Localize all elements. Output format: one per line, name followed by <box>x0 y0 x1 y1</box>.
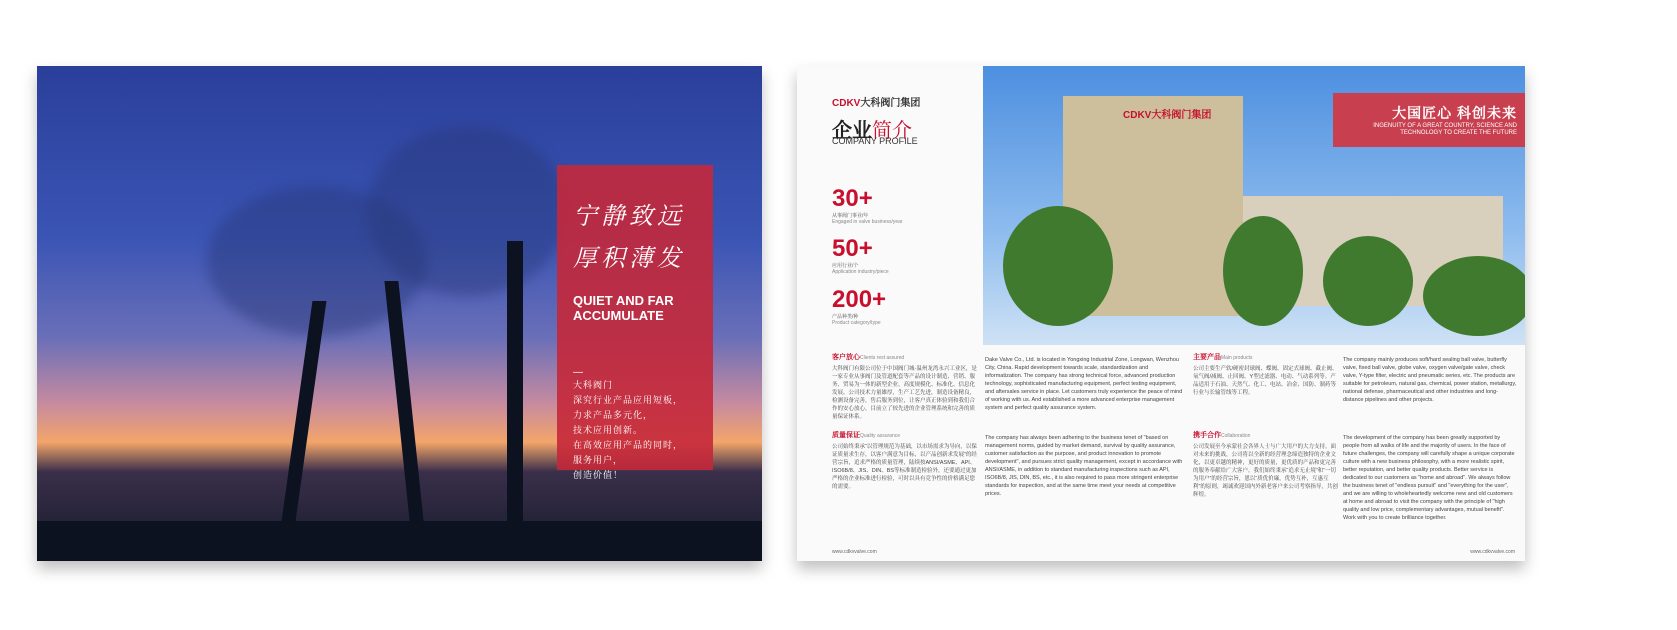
website-url: www.cdkvvalve.com <box>832 549 877 555</box>
slogan-line: 创造价值！ <box>573 470 624 480</box>
tree <box>1423 256 1525 336</box>
calligraphy-line: 宁静致远 <box>573 202 685 230</box>
english-slogan: QUIET AND FAR <box>573 293 674 308</box>
stat-years: 30+ 从事阀门事业/年 Engaged in valve business/year <box>832 185 903 225</box>
tree <box>1223 216 1303 326</box>
tree <box>1323 236 1413 326</box>
section-collab-en: The development of the company has been greatly supported by people from all walks of life and the majority of users. In the face of future challenges, the company will carefully shape a unique corporate culture with a new business philosophy, with a more realistic spirit, better reputation, and better quality products. Better service is dedicated to our customers as "home and abroad". We always follow the business tenet of "endless pursuit" and "everything for the user", and we are willing to wholeheartedly welcome new and old customers at home and abroad to visit the company with the principle of "high quality and low price, complementary advantages, mutual benefit". Work with you to create brilliance together. <box>1343 435 1515 521</box>
building-photo <box>983 66 1525 345</box>
section-products-en: The company mainly produces soft/hard sealing ball valve, butterfly valve, fixed ball valve, globe valve, oxygen valve/gate valve, check valve, Y-type filter, electric and pneumatic series, etc. The products are suitable for petroleum, natural gas, chemical, power station, metallurgy, national defense, pharmaceutical and other industries and long-distance pipelines and other projects. <box>1343 357 1517 403</box>
page-title: 企业简介 <box>832 120 912 142</box>
calligraphy-line: 厚积薄发 <box>573 244 685 272</box>
section-collab: 携手合作Collaboration 公司发展至今承蒙社会各界人士与广大用户的大力支持。面对未来的挑战，公司将以全新的经营理念缔造独特的企业文化，以更卓越的精神，更好的质量，更优质的产品和更完善的服务奉献给广大客户。我们始终秉承“追求无止境”和“一切为用户”的经营宗旨，恩以“质优价廉，优势互补，互惠互利”的原则，竭诚欢迎国内外新老客户来公司考察指导，共创辉煌。 <box>1193 432 1338 498</box>
divider: — <box>573 367 583 378</box>
section-products: 主要产品Main products 公司主要生产软/硬密封球阀、蝶阀、固定式球阀、截止阀、氧气阀/减阀、止回阀、Y型过滤器、电动、气动系列等。产品适用于石油、天然气、化工、电站、冶金、国防、制药等行业与长输管线等工程。 <box>1193 354 1338 396</box>
slogan-line: 技术应用创新。 <box>573 425 644 435</box>
slogan-line: 力求产品多元化， <box>573 410 654 420</box>
tagline-banner: 大国匠心 科创未来 INGENUITY OF A GREAT COUNTRY, SCIENCE AND TECHNOLOGY TO CREATE THE FUTURE <box>1333 93 1525 147</box>
company-logo: CDKV大科阀门集团 <box>832 98 921 109</box>
slogan-box <box>557 165 713 480</box>
section-clients-en: Dake Valve Co., Ltd. is located in Yongxing Industrial Zone, Longwan, Wenzhou City, China. Rapid development towards scale, standardization and informatization. The company has strong technical force, advanced production technology, sophisticated manufacturing equipment, perfect testing equipment, and aftersales service in place. Let customers truly experience the peace of mind of working with us. And established a more advanced enterprise management system and perfect quality assurance system. <box>985 357 1183 411</box>
tree <box>1003 206 1113 326</box>
ground <box>37 521 762 561</box>
profile-page <box>797 66 1525 561</box>
section-quality-en: The company has always been adhering to the business tenet of "based on management norms, guided by market demand, survival by quality assurance, customer satisfaction as the purpose, and product innovation to promote development", and pursues strict quality management, except in accordance with ANSI/ASME, in addition to standard manufacturing inspections such as API, ISO6B/8, JIS, DIN, BS, etc., it is also required to pass more stringent enterprise standards for inspection, and at the same time meet your needs at competitive prices. <box>985 435 1183 497</box>
building-sign: CDKV大科阀门集团 <box>1123 110 1212 121</box>
stat-industries: 50+ 应用行业/个 Application industry/piece <box>832 235 889 275</box>
pumpjack-silhouette <box>507 241 523 521</box>
slogan-line: 大科阀门 <box>573 380 614 390</box>
website-url: www.cdkvvalve.com <box>1470 549 1515 555</box>
pumpjack-silhouette <box>384 281 423 521</box>
page-subtitle: COMPANY PROFILE <box>832 136 918 146</box>
cover-page <box>37 66 762 561</box>
slogan-line: 深究行业产品应用短板， <box>573 395 684 405</box>
english-slogan: ACCUMULATE <box>573 308 664 323</box>
pump-blur <box>367 126 567 296</box>
section-quality: 质量保证Quality assurance 公司始终秉承“以管理规范为基础，以市场需求为导向，以保证质量求生存，以客户满意为目标，以产品创新求发展”的经营宗旨，追求严格的质量管理，陆续按ANSI/ASME、API、ISO6B/8、JIS、DIN、BS等标准制造检验外，还要通过更加严格的企业标准进行检验，可时以具有竞争性的价格满足您的需要。 <box>832 432 977 490</box>
section-clients: 客户放心Clients rest assured 大科阀门有限公司位于中国阀门城·温州龙湾永兴工业区，是一家专业从事阀门及管道配套等产品的设计制造、营销、服务、贸易为一体的新型企业。高度规模化、标准化、信息化发展。公司技术力量雄厚，生产工艺先进，制造设备精良，检测设备完善，售后服务到位，让客户真正体验到和我们合作的安心放心，目前立了较先进的企业管理系统和完善的质量保证体系。 <box>832 354 977 420</box>
slogan-line: 服务用户， <box>573 455 624 465</box>
slogan-line: 在高效应用产品的同时， <box>573 440 684 450</box>
stat-products: 200+ 产品种类/种 Product category/type <box>832 286 887 326</box>
